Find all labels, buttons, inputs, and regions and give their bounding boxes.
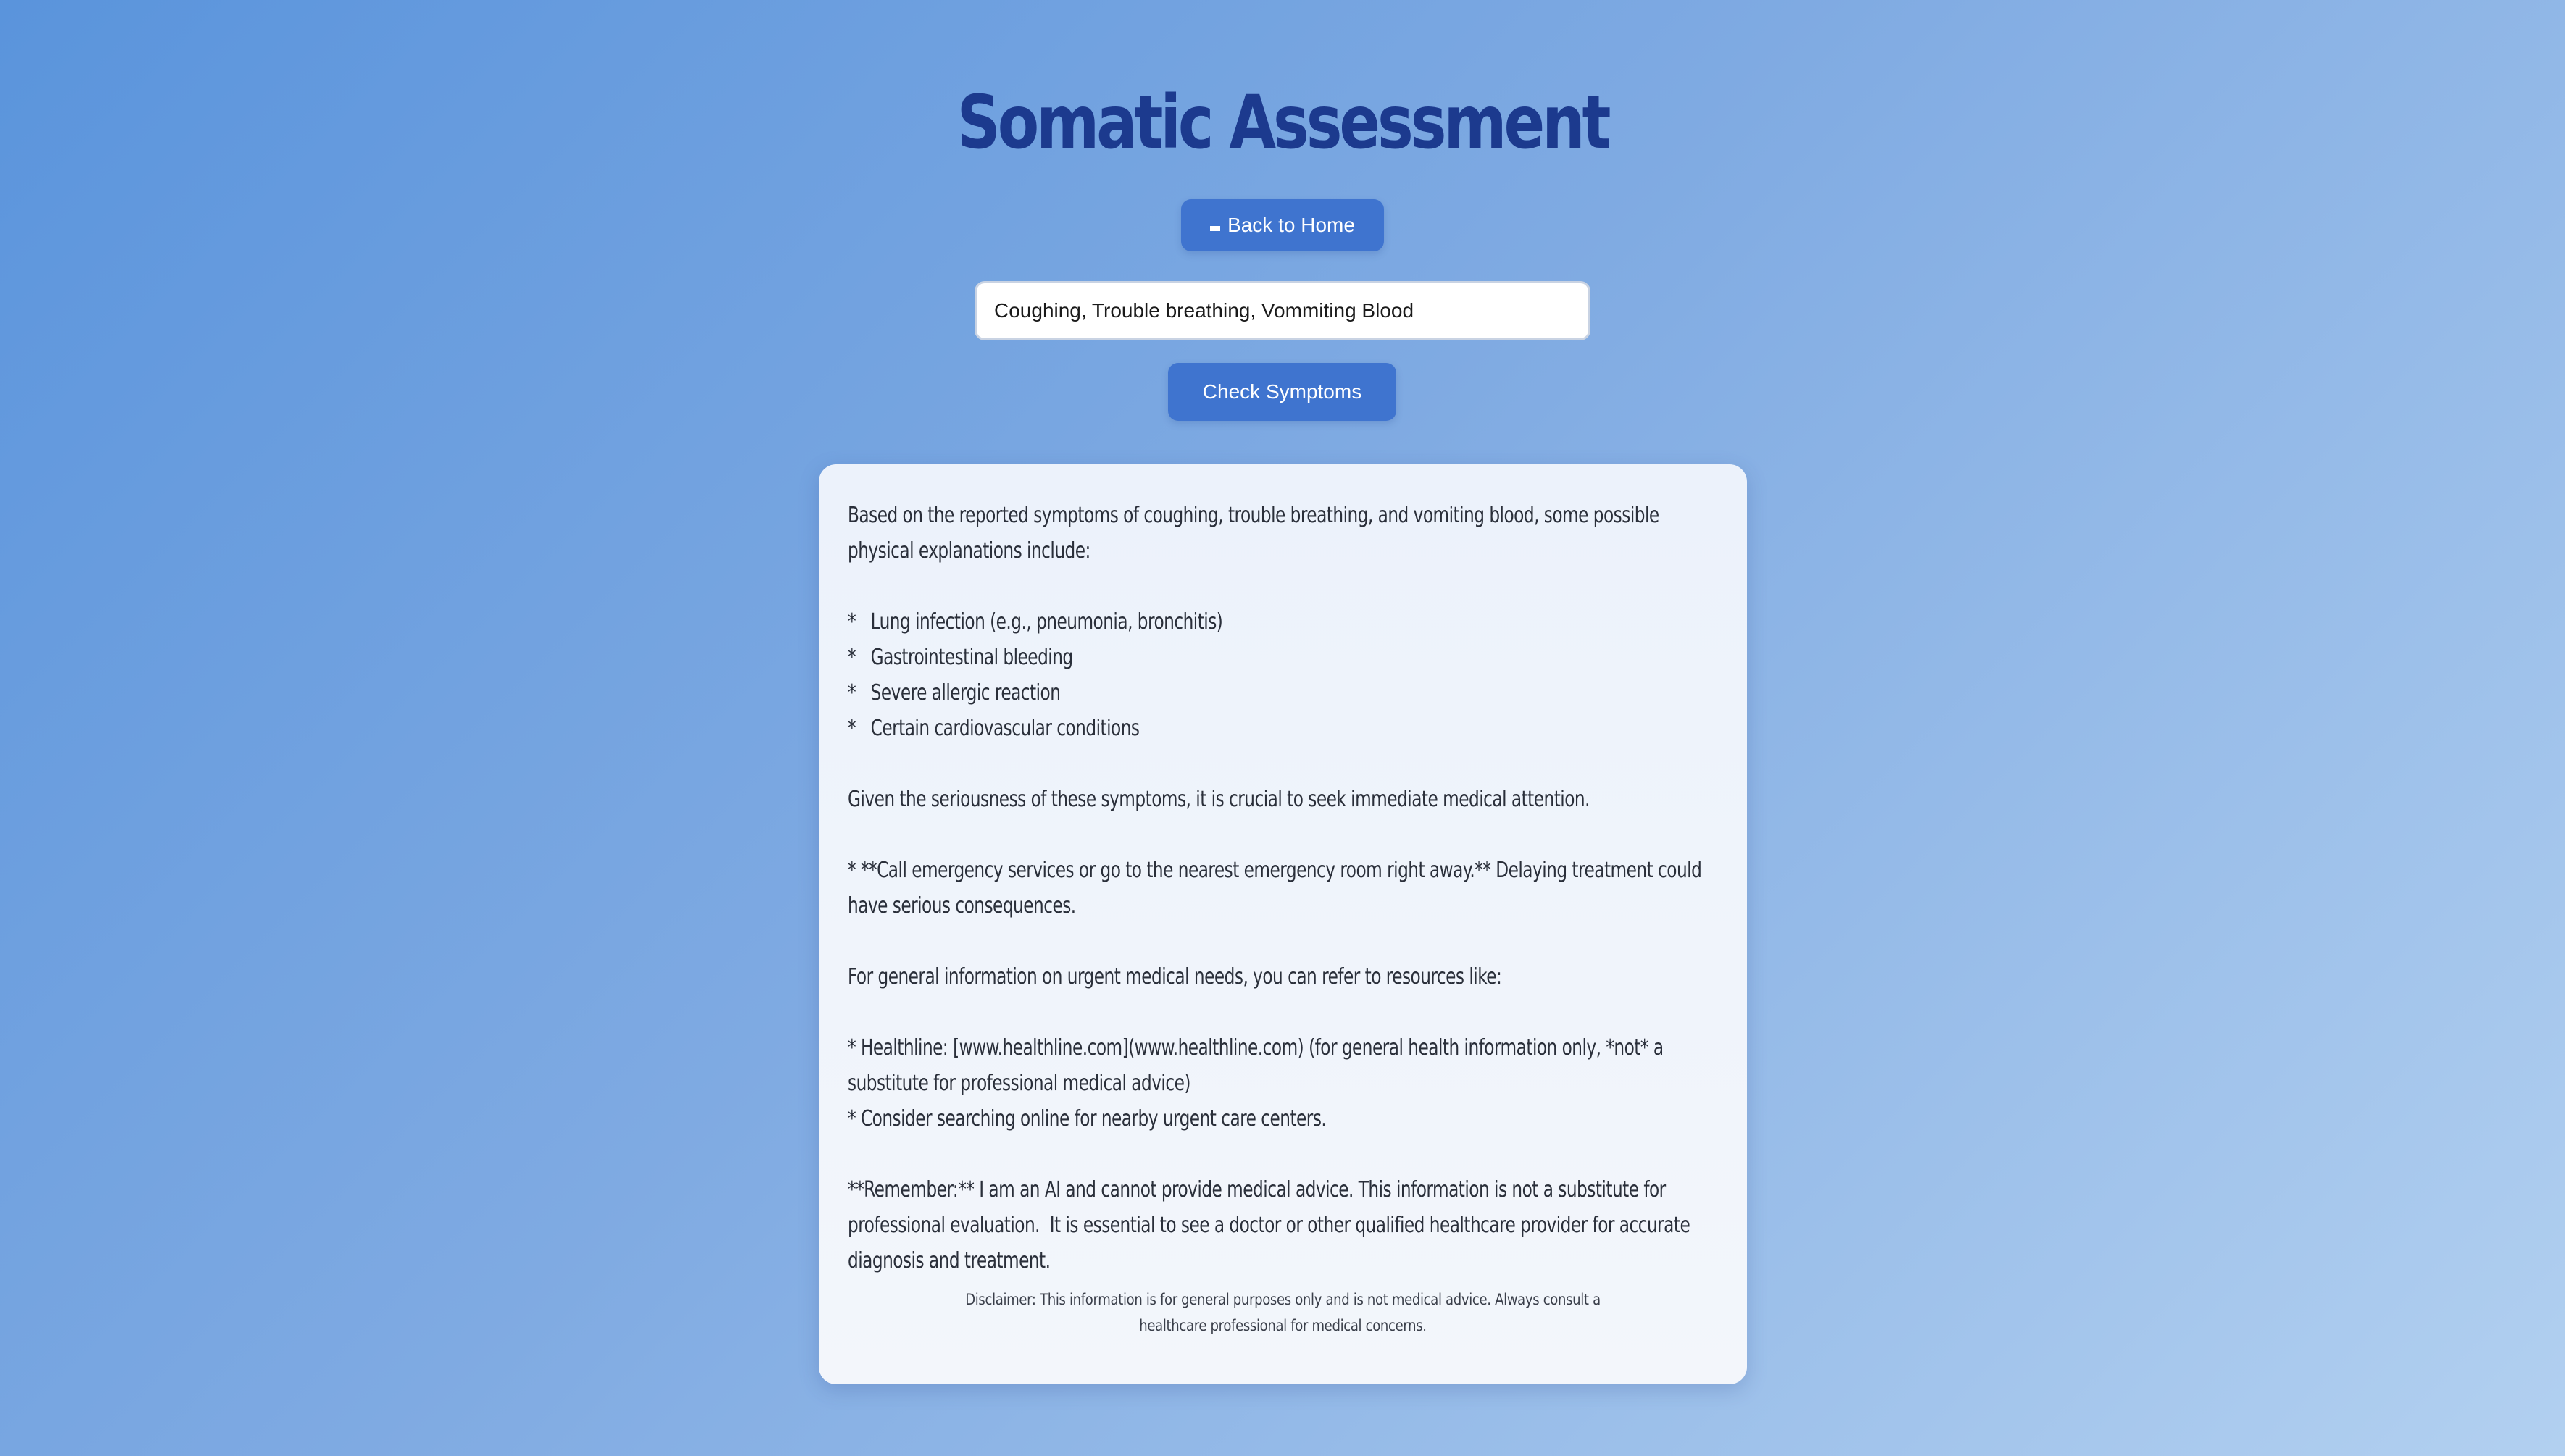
back-to-home-button[interactable] bbox=[1181, 199, 1384, 251]
page-title: Somatic Assessment bbox=[956, 80, 1609, 166]
back-to-home-label: Back to Home bbox=[1227, 214, 1355, 236]
result-card bbox=[819, 464, 1747, 1384]
assessment-result-text: Based on the reported symptoms of coughing, trouble breathing, and vomiting blood, some possible physical explanations include: * Lung infection (e.g., pneumonia, bronchitis) * Gastrointestinal bleeding * Severe allergic reaction * Certain cardiovascular conditions Given the seriousness of these symptoms, it is crucial to seek immediate medical attention. * **Call emergency services or go to the nearest emergency room right away.** Delaying treatment could have serious consequences. For general information on urgent medical needs, you can refer to resources like: * Healthline: [www.healthline.com](www.healthline.com) (for general health information only, *not* a substitute for professional medical advice) * Consider searching online for nearby urgent care centers. **Remember:** I am an AI and cannot provide medical advice. This information is not a substitute for professional evaluation. It is essential to see a doctor or other qualified healthcare provider for accurate diagnosis and treatment. bbox=[848, 503, 1702, 1273]
disclaimer-text: Disclaimer: This information is for general purposes only and is not medical advice. Always consult a healthcare professional for medical concerns. bbox=[965, 1291, 1601, 1334]
symptoms-input[interactable] bbox=[975, 281, 1590, 340]
check-symptoms-button[interactable]: Check Symptoms bbox=[1168, 363, 1396, 421]
arrow-left-icon bbox=[1210, 226, 1220, 231]
